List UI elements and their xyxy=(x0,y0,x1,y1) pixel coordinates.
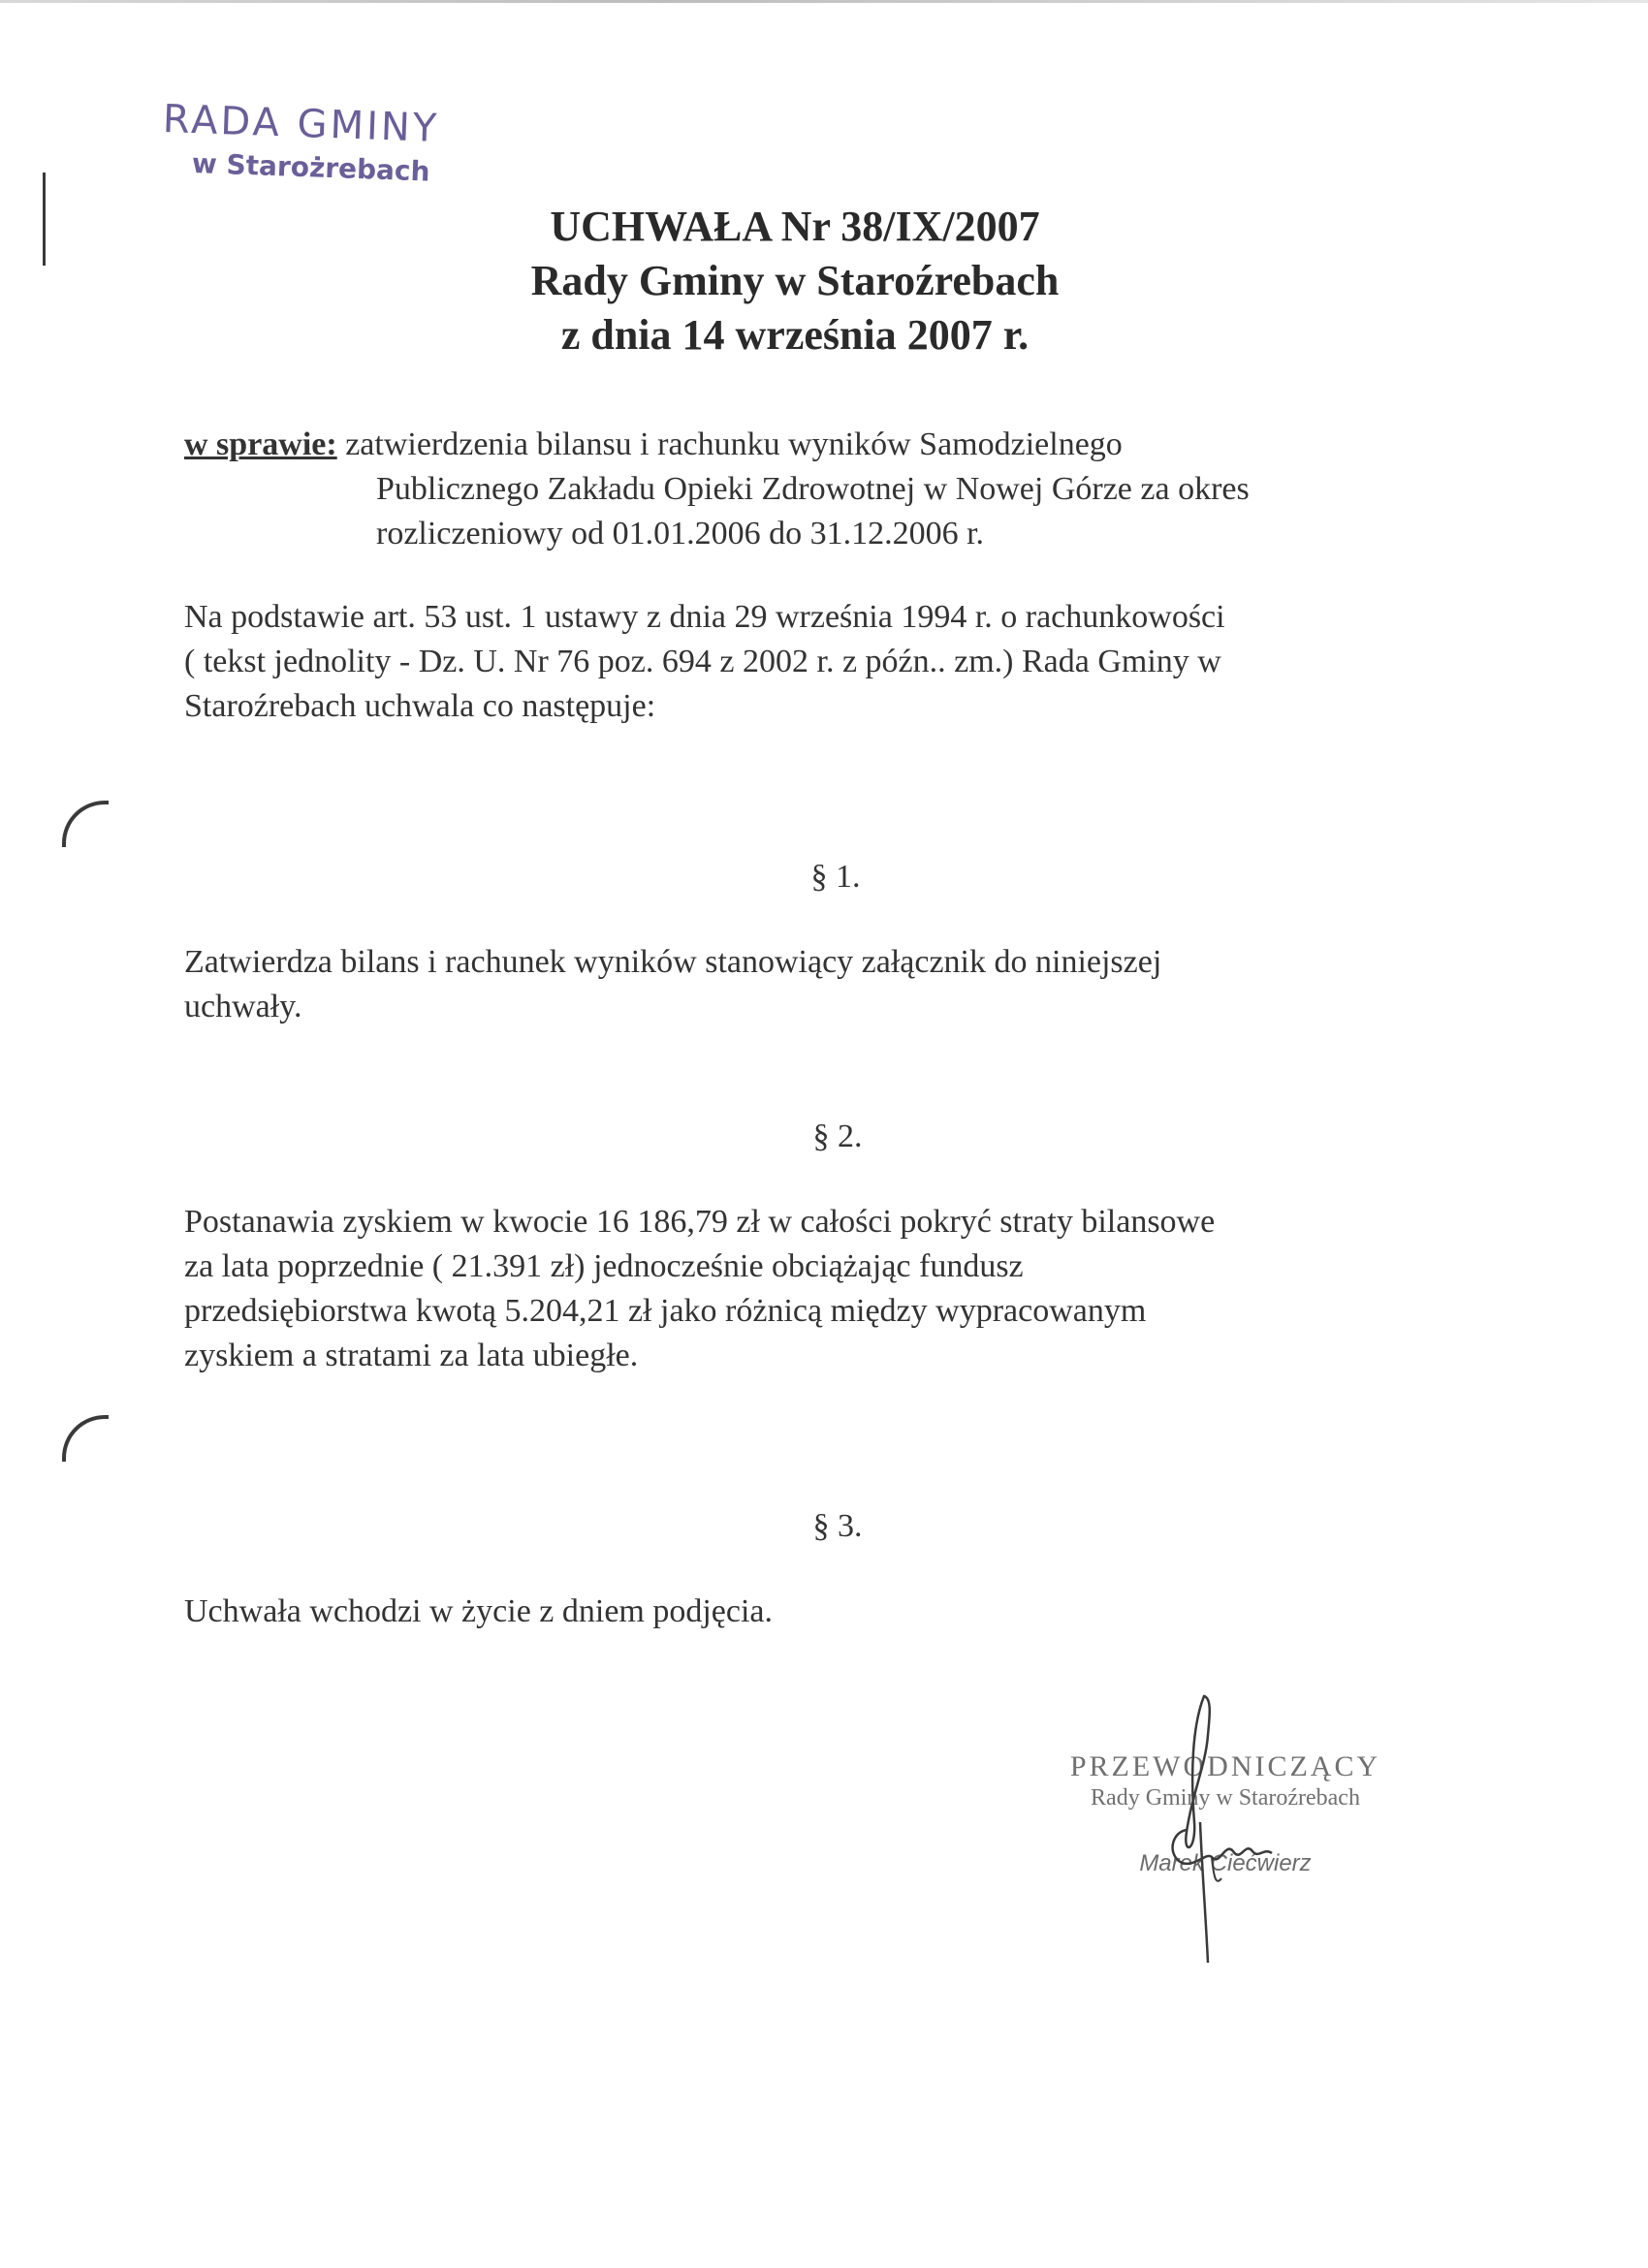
title-line: UCHWAŁA Nr 38/IX/2007 xyxy=(550,203,1040,250)
subject-text: zatwierdzenia bilansu i rachunku wyników Samodzielnego xyxy=(336,426,1123,462)
paragraph-mark: § 2. xyxy=(812,1118,863,1154)
stamp-line: w Starożrebach xyxy=(191,147,431,188)
paragraph-line: przedsiębiorstwa kwotą 5.204,21 zł jako różnicą między wypracowanym xyxy=(184,1293,1147,1329)
paragraph-line: Uchwała wchodzi w życie z dniem podjęcia. xyxy=(184,1593,774,1629)
chairman-title: PRZEWODNICZĄCY xyxy=(1069,1750,1381,1782)
scan-edge xyxy=(0,0,1648,3)
subject-text: Publicznego Zakładu Opieki Zdrowotnej w Nowej Górze za okres xyxy=(376,471,1250,507)
paragraph-2 xyxy=(184,1200,1444,1378)
margin-mark xyxy=(43,173,46,266)
title-line: Rady Gminy w Staroźrebach xyxy=(530,257,1060,304)
paragraph-mark: § 3. xyxy=(812,1508,863,1544)
paragraph-line: uchwały. xyxy=(184,989,302,1024)
paragraph-3 xyxy=(184,1590,1444,1634)
paragraph-line: za lata poprzednie ( 21.391 zł) jednocześnie obciążając fundusz xyxy=(184,1248,1024,1284)
council-stamp xyxy=(162,97,441,188)
basis-line: Na podstawie art. 53 ust. 1 ustawy z dnia 29 września 1994 r. o rachunkowości xyxy=(184,599,1225,635)
legal-basis xyxy=(184,595,1444,729)
resolution-title xyxy=(407,200,1183,362)
paragraph-line: Zatwierdza bilans i rachunek wyników stanowiący załącznik do niniejszej xyxy=(184,944,1162,980)
stamp-line: RADA GMINY xyxy=(162,97,441,151)
chairman-body: Rady Gminy w Staroźrebach xyxy=(1091,1785,1360,1811)
paragraph-line: zyskiem a stratami za lata ubiegłe. xyxy=(184,1338,639,1373)
paragraph-1 xyxy=(184,940,1444,1029)
punch-hole-mark xyxy=(62,801,109,847)
paragraph-mark: § 1. xyxy=(810,859,861,895)
paragraph-line: Postanawia zyskiem w kwocie 16 186,79 zł w całości pokryć straty bilansowe xyxy=(184,1204,1216,1240)
chairman-name: Marek Ciećwierz xyxy=(1139,1850,1312,1876)
subject-label: w sprawie: xyxy=(184,426,337,462)
punch-hole-mark xyxy=(62,1415,109,1462)
handwritten-signature xyxy=(1144,1686,1338,1968)
title-line: z dnia 14 września 2007 r. xyxy=(560,311,1030,359)
subject-text: rozliczeniowy od 01.01.2006 do 31.12.2006 r. xyxy=(376,516,985,551)
basis-line: ( tekst jednolity - Dz. U. Nr 76 poz. 694 z 2002 r. z późn.. zm.) Rada Gminy w xyxy=(184,644,1221,679)
basis-line: Staroźrebach uchwala co następuje: xyxy=(184,688,656,724)
subject-section xyxy=(184,423,1444,556)
